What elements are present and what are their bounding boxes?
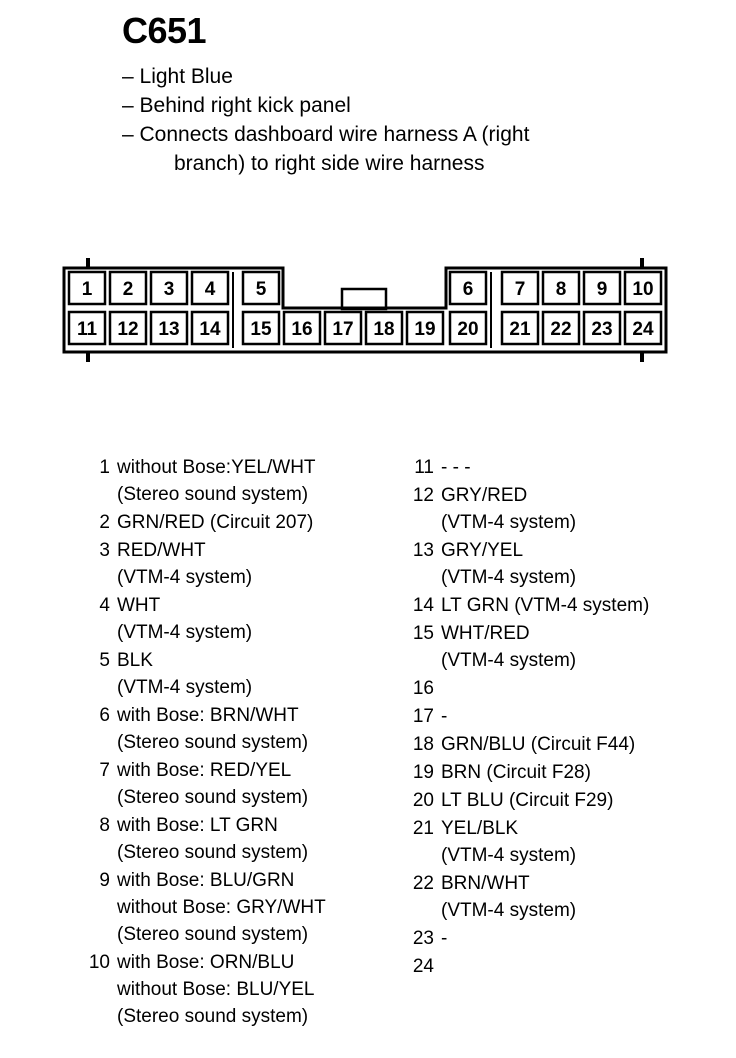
cavity-label-3: 3 xyxy=(163,279,175,300)
cavity-label-4: 4 xyxy=(204,279,216,300)
pin-entry-19 xyxy=(404,759,649,786)
pin-description: with Bose: RED/YEL xyxy=(117,760,292,781)
cavity-label-10: 10 xyxy=(632,279,654,300)
pin-description: WHT/RED xyxy=(441,623,530,644)
pin-number: 19 xyxy=(412,762,434,783)
pin-number: 18 xyxy=(412,734,434,755)
description-connects-cont: branch) to right side wire harness xyxy=(174,152,485,175)
cavity-label-9: 9 xyxy=(596,279,608,300)
cavity-label-17: 17 xyxy=(332,319,354,340)
pin-entry-18 xyxy=(404,731,649,758)
cavity-label-14: 14 xyxy=(199,319,221,340)
pin-description: GRN/BLU (Circuit F44) xyxy=(441,734,636,755)
pin-description: (Stereo sound system) xyxy=(117,787,309,808)
pin-number: 22 xyxy=(412,873,434,894)
pin-description: (Stereo sound system) xyxy=(117,1006,309,1027)
pin-description: (Stereo sound system) xyxy=(117,732,309,753)
cavity-label-21: 21 xyxy=(509,319,531,340)
pin-description: - xyxy=(441,706,448,727)
cavity-label-24: 24 xyxy=(632,319,654,340)
pin-description: (VTM-4 system) xyxy=(441,900,577,921)
pin-entry-23 xyxy=(404,925,649,952)
cavity-label-8: 8 xyxy=(555,279,567,300)
pin-entry-5 xyxy=(80,647,326,701)
pin-number: 12 xyxy=(412,485,434,506)
pin-description xyxy=(441,675,446,702)
pin-entry-21 xyxy=(404,815,649,869)
pin-description xyxy=(441,953,446,980)
pin-number: 17 xyxy=(412,706,434,727)
pin-description: with Bose: LT GRN xyxy=(117,815,278,836)
pin-entry-6 xyxy=(80,702,326,756)
pin-entry-9 xyxy=(80,867,326,948)
pin-entry-10 xyxy=(80,949,326,1030)
pin-number: 7 xyxy=(99,760,110,781)
pin-description: RED/WHT xyxy=(117,540,206,561)
pin-number: 11 xyxy=(414,457,434,478)
pin-number: 1 xyxy=(99,457,110,478)
pin-description: - xyxy=(441,928,448,949)
pin-description: (VTM-4 system) xyxy=(117,567,253,588)
connector-title: C651 xyxy=(122,10,207,51)
pin-number: 4 xyxy=(99,595,110,616)
pin-description: with Bose: BLU/GRN xyxy=(117,870,295,891)
pin-description: - - - xyxy=(441,457,471,478)
description-connects: – Connects dashboard wire harness A (right xyxy=(122,123,530,146)
pin-entry-8 xyxy=(80,812,326,866)
description-location: – Behind right kick panel xyxy=(122,94,351,117)
pin-entry-24 xyxy=(404,953,649,980)
pin-number: 10 xyxy=(88,952,110,973)
pin-description: LT BLU (Circuit F29) xyxy=(441,790,614,811)
pin-number: 5 xyxy=(99,650,110,671)
pin-description: without Bose:YEL/WHT xyxy=(117,457,316,478)
pin-entry-22 xyxy=(404,870,649,924)
cavity-label-19: 19 xyxy=(414,319,436,340)
connector-face-diagram xyxy=(0,0,736,420)
pin-entry-7 xyxy=(80,757,326,811)
pin-number: 6 xyxy=(99,705,110,726)
pin-list-right xyxy=(404,454,649,981)
pin-number: 21 xyxy=(412,818,434,839)
pin-number: 14 xyxy=(412,595,434,616)
pin-entry-2 xyxy=(80,509,326,536)
pin-description: with Bose: BRN/WHT xyxy=(117,705,299,726)
cavity-label-13: 13 xyxy=(158,319,180,340)
pin-description: BRN (Circuit F28) xyxy=(441,762,591,783)
pin-description: (VTM-4 system) xyxy=(441,512,577,533)
pin-entry-12 xyxy=(404,482,649,536)
pin-description: without Bose: BLU/YEL xyxy=(117,979,315,1000)
pin-description: (Stereo sound system) xyxy=(117,842,309,863)
pin-entry-1 xyxy=(80,454,326,508)
pin-number: 13 xyxy=(412,540,434,561)
pin-description: (VTM-4 system) xyxy=(117,677,253,698)
pin-number: 2 xyxy=(99,512,110,533)
pin-entry-11 xyxy=(404,454,649,481)
cavity-label-22: 22 xyxy=(550,319,572,340)
cavity-label-2: 2 xyxy=(122,279,134,300)
pin-description: BRN/WHT xyxy=(441,873,530,894)
pin-number: 9 xyxy=(99,870,110,891)
pin-entry-15 xyxy=(404,620,649,674)
pin-entry-14 xyxy=(404,592,649,619)
cavity-label-15: 15 xyxy=(250,319,272,340)
pin-number: 3 xyxy=(99,540,110,561)
pin-entry-17 xyxy=(404,703,649,730)
pin-entry-20 xyxy=(404,787,649,814)
pin-description: BLK xyxy=(117,650,153,671)
pin-description: (Stereo sound system) xyxy=(117,924,309,945)
cavity-label-16: 16 xyxy=(291,319,313,340)
pin-description: without Bose: GRY/WHT xyxy=(117,897,326,918)
pin-description: (VTM-4 system) xyxy=(441,650,577,671)
pin-description: (VTM-4 system) xyxy=(441,567,577,588)
cavity-label-18: 18 xyxy=(373,319,395,340)
pin-description: GRY/YEL xyxy=(441,540,524,561)
cavity-label-6: 6 xyxy=(462,279,474,300)
pin-number: 20 xyxy=(412,790,434,811)
pin-number: 8 xyxy=(99,815,110,836)
pin-number: 15 xyxy=(412,623,434,644)
pin-description: (VTM-4 system) xyxy=(117,622,253,643)
description-color: – Light Blue xyxy=(122,65,233,88)
cavity-label-23: 23 xyxy=(591,319,613,340)
pin-number: 16 xyxy=(412,678,434,699)
cavity-label-1: 1 xyxy=(81,279,93,300)
pin-description: GRN/RED (Circuit 207) xyxy=(117,512,314,533)
cavity-label-12: 12 xyxy=(117,319,139,340)
connector-latch xyxy=(342,289,386,309)
cavity-label-20: 20 xyxy=(457,319,479,340)
pin-description: GRY/RED xyxy=(441,485,528,506)
cavity-label-7: 7 xyxy=(514,279,526,300)
pin-entry-13 xyxy=(404,537,649,591)
pin-description: WHT xyxy=(117,595,161,616)
pin-description: LT GRN (VTM-4 system) xyxy=(441,595,650,616)
pin-number: 24 xyxy=(412,956,434,977)
pin-description: (Stereo sound system) xyxy=(117,484,309,505)
pin-number: 23 xyxy=(412,928,434,949)
cavity-label-11: 11 xyxy=(76,319,98,340)
pin-entry-3 xyxy=(80,537,326,591)
pin-entry-16 xyxy=(404,675,649,702)
pin-description: (VTM-4 system) xyxy=(441,845,577,866)
pin-entry-4 xyxy=(80,592,326,646)
cavity-label-5: 5 xyxy=(255,279,267,300)
pin-description: with Bose: ORN/BLU xyxy=(117,952,295,973)
pin-description: YEL/BLK xyxy=(441,818,519,839)
pin-list-left xyxy=(80,454,326,1031)
